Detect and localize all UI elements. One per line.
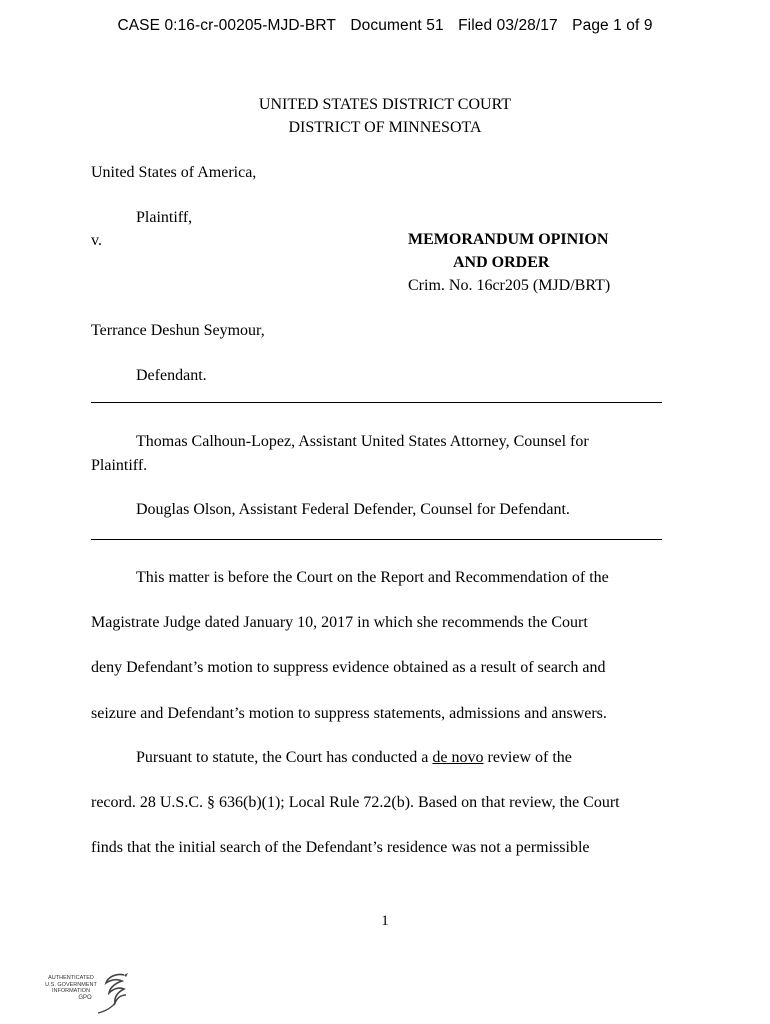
gpo-line: GPO	[78, 994, 92, 1001]
plaintiff-name: United States of America,	[91, 164, 257, 181]
gpo-line: AUTHENTICATED	[48, 975, 94, 981]
divider-rule	[91, 402, 662, 403]
eagle-icon	[94, 971, 130, 1015]
body-line: seizure and Defendant’s motion to suppress statements, admissions and answers.	[91, 705, 607, 722]
gpo-logo-text	[42, 975, 100, 1001]
criminal-case-number: Crim. No. 16cr205 (MJD/BRT)	[408, 277, 611, 294]
page-number: 1	[381, 913, 389, 929]
body-line: finds that the initial search of the Defendant’s residence was not a permissible	[91, 839, 590, 856]
body-text: Pursuant to statute, the Court has conducted a	[136, 749, 433, 766]
plaintiff-role: Plaintiff,	[136, 209, 193, 226]
defendant-role: Defendant.	[136, 367, 207, 384]
court-name: UNITED STATES DISTRICT COURT	[258, 96, 512, 113]
de-novo-term: de novo	[432, 749, 484, 766]
document-title-line1: MEMORANDUM OPINION	[408, 231, 609, 248]
gpo-authentication-logo	[42, 971, 132, 1017]
filing-header	[0, 17, 770, 35]
plaintiff-counsel-line2: Plaintiff.	[91, 457, 148, 474]
defendant-name: Terrance Deshun Seymour,	[91, 322, 265, 339]
filed-date: Filed 03/28/17	[458, 17, 558, 34]
document-number: Document 51	[350, 17, 444, 34]
document-title-line2: AND ORDER	[453, 254, 550, 271]
court-district: DISTRICT OF MINNESOTA	[288, 119, 482, 136]
gpo-line: INFORMATION	[51, 988, 91, 994]
gpo-line: U.S. GOVERNMENT	[45, 981, 97, 988]
body-line: deny Defendant’s motion to suppress evidence obtained as a result of search and	[91, 659, 606, 676]
body-line: Magistrate Judge dated January 10, 2017 in which she recommends the Court	[91, 614, 588, 631]
body-line	[136, 749, 572, 767]
defendant-counsel: Douglas Olson, Assistant Federal Defender, Counsel for Defendant.	[136, 501, 570, 518]
page-indicator: Page 1 of 9	[572, 17, 653, 34]
versus-label: v.	[91, 232, 102, 249]
body-line: record. 28 U.S.C. § 636(b)(1); Local Rule 72.2(b). Based on that review, the Court	[91, 794, 620, 811]
body-line: This matter is before the Court on the Report and Recommendation of the	[136, 569, 609, 586]
plaintiff-counsel-line1: Thomas Calhoun-Lopez, Assistant United States Attorney, Counsel for	[136, 433, 589, 450]
divider-rule	[91, 539, 662, 540]
body-text: review of the	[483, 749, 572, 766]
case-number: CASE 0:16-cr-00205-MJD-BRT	[117, 17, 336, 34]
